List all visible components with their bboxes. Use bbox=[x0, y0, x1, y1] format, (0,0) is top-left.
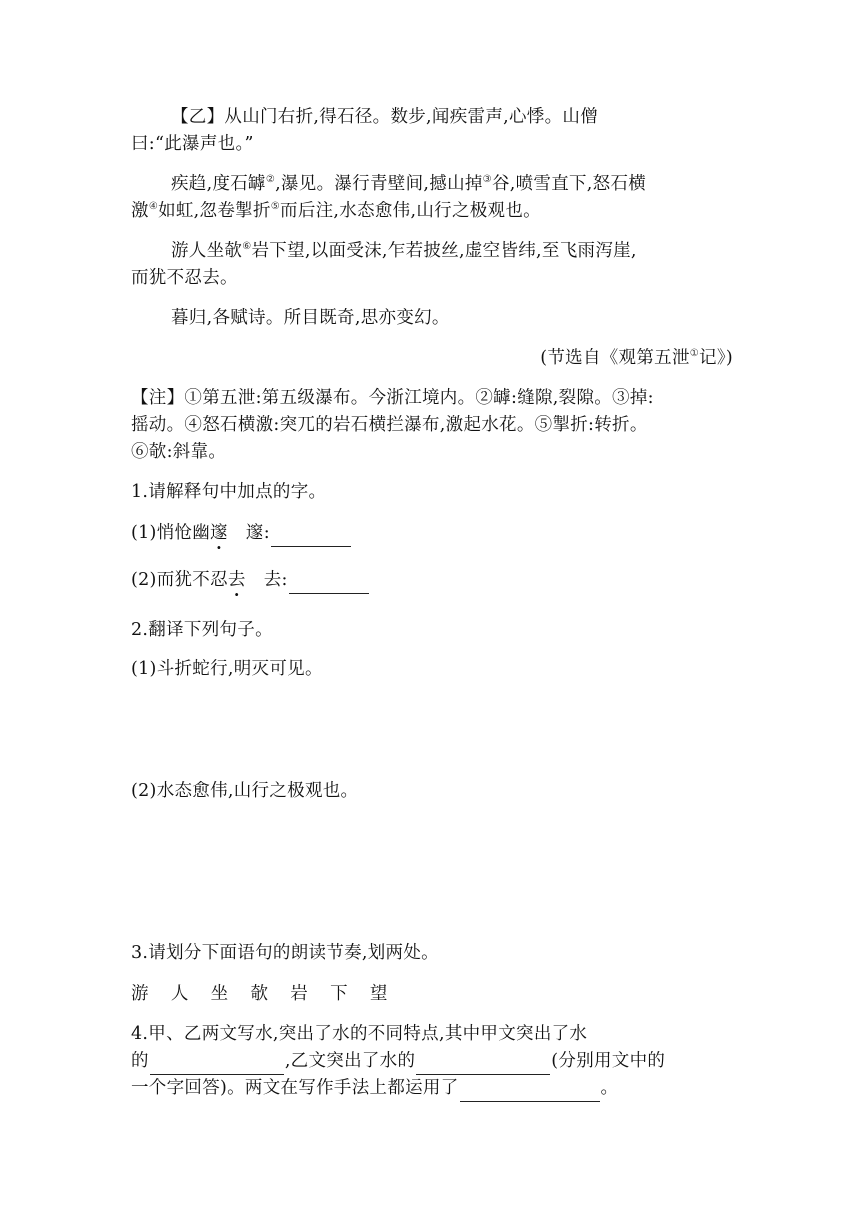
footnote-marker: ⑤ bbox=[270, 201, 281, 213]
notes-line-1: 【注】①第五泄:第五级瀑布。今浙江境内。②罅:缝隙,裂隙。③掉: bbox=[131, 388, 654, 408]
notes-line-2: 摇动。④怒石横激:突兀的岩石横拦瀑布,激起水花。⑤掣折:转折。 bbox=[131, 415, 648, 435]
question-1-item-2: (2)而犹不忍去 去: bbox=[131, 567, 731, 594]
answer-blank[interactable] bbox=[289, 573, 369, 594]
footnote-marker: ⑥ bbox=[242, 241, 252, 253]
footnote-marker: ③ bbox=[482, 174, 492, 186]
reading-char[interactable]: 人 bbox=[170, 984, 189, 1004]
reading-char[interactable]: 望 bbox=[369, 984, 388, 1004]
question-4-line-2: 的 ,乙文突出了水的 (分别用文中的 bbox=[131, 1048, 731, 1075]
question-1-item-1: (1)悄怆幽邃 邃: bbox=[131, 520, 731, 547]
passage-paragraph-3-line-1: 游人坐欹⑥岩下望,以面受沫,乍若披丝,虚空皆纬,至飞雨泻崖, bbox=[171, 241, 637, 261]
question-1-title: 1.请解释句中加点的字。 bbox=[131, 482, 327, 502]
notes-line-3: ⑥欹:斜靠。 bbox=[131, 442, 227, 462]
question-2-title: 2.翻译下列句子。 bbox=[131, 620, 273, 640]
question-3-sentence bbox=[131, 981, 731, 1008]
question-2-item-1: (1)斗折蛇行,明灭可见。 bbox=[131, 659, 323, 679]
question-2-item-2: (2)水态愈伟,山行之极观也。 bbox=[131, 781, 359, 801]
question-4-line-1: 4.甲、乙两文写水,突出了水的不同特点,其中甲文突出了水 bbox=[131, 1024, 588, 1044]
answer-blank[interactable] bbox=[460, 1081, 600, 1102]
answer-blank[interactable] bbox=[150, 1054, 284, 1075]
reading-char[interactable]: 游 bbox=[131, 984, 149, 1004]
footnote-marker: ② bbox=[265, 174, 276, 186]
passage-source: (节选自《观第五泄①记》) bbox=[540, 348, 733, 368]
emphasis-dot-char: 邃 bbox=[210, 523, 228, 543]
answer-blank[interactable] bbox=[416, 1054, 550, 1075]
reading-char[interactable]: 下 bbox=[330, 984, 348, 1004]
passage-paragraph-3-line-2: 而犹不忍去。 bbox=[131, 268, 238, 288]
reading-char[interactable]: 坐 bbox=[210, 984, 229, 1004]
emphasis-dot-char: 去 bbox=[227, 570, 246, 590]
passage-paragraph-4: 暮归,各赋诗。所目既奇,思亦变幻。 bbox=[171, 308, 450, 328]
reading-char[interactable]: 岩 bbox=[290, 984, 309, 1004]
question-4-line-3: 一个字回答)。两文在写作手法上都运用了 。 bbox=[131, 1075, 731, 1102]
passage-paragraph-2-line-1: 疾趋,度石罅②,瀑见。瀑行青壁间,撼山掉③谷,喷雪直下,怒石横 bbox=[171, 174, 647, 194]
passage-paragraph-1-line-2: 曰:“此瀑声也。” bbox=[131, 134, 254, 154]
footnote-marker: ④ bbox=[148, 201, 159, 213]
passage-paragraph-2-line-2: 激④如虹,忽卷掣折⑤而后注,水态愈伟,山行之极观也。 bbox=[131, 201, 541, 221]
passage-paragraph-1-line-1: 【乙】从山门右折,得石径。数步,闻疾雷声,心悸。山僧 bbox=[171, 107, 598, 127]
answer-blank[interactable] bbox=[271, 526, 351, 547]
reading-char[interactable]: 欹 bbox=[250, 984, 269, 1004]
footnote-marker: ① bbox=[689, 348, 700, 360]
question-3-title: 3.请划分下面语句的朗读节奏,划两处。 bbox=[131, 943, 439, 963]
